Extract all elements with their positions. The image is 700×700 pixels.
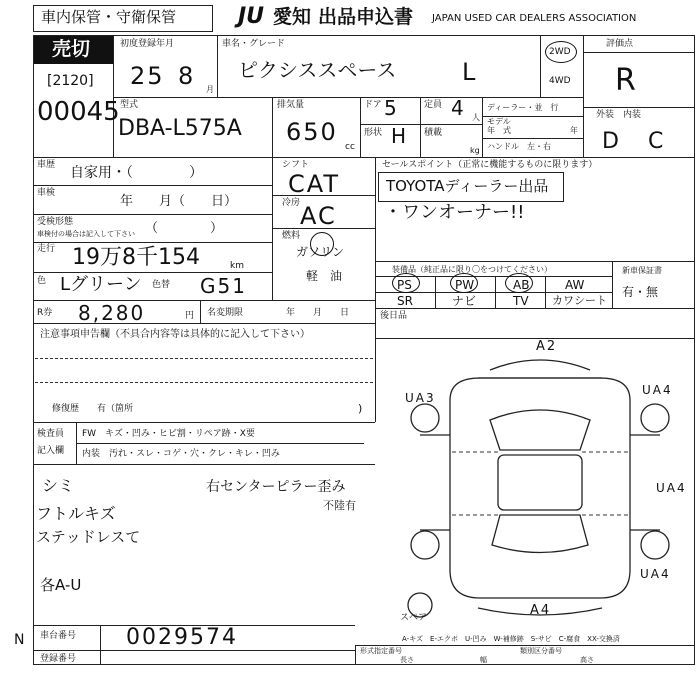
divider <box>540 35 541 97</box>
divider <box>612 261 613 309</box>
divider <box>545 276 546 308</box>
margin-mark: N <box>14 632 25 648</box>
divider <box>495 276 496 308</box>
damage-mark-front-left: UA3 <box>405 391 436 405</box>
hand-note-3: ステッドレスて <box>36 528 141 546</box>
option-navi: ナビ <box>452 294 477 308</box>
lot-number: 00045 <box>37 97 120 127</box>
divider <box>200 300 201 323</box>
month-unit: 月 <box>206 85 214 94</box>
divider <box>113 35 114 157</box>
rating-value: R <box>615 63 638 98</box>
divider <box>33 323 375 324</box>
load-label: 積載 <box>424 128 443 138</box>
length-label: 長さ <box>400 656 414 664</box>
model-code: DBA-L575A <box>118 116 242 141</box>
divider <box>482 97 483 157</box>
hand-note-1: シミ <box>42 476 75 495</box>
option-tv: TV <box>513 294 529 308</box>
tax-label: 新車保証書 <box>622 266 662 275</box>
recycle-label: R券 <box>37 308 53 318</box>
divider <box>33 650 355 651</box>
ext-int-label: 外装 内装 <box>596 110 642 120</box>
divider <box>375 300 376 422</box>
year-unit: 年 <box>570 126 578 135</box>
storage-label: 車内保管・守衛保管 <box>41 8 177 26</box>
selling-point-1: TOYOTAディーラー出品 <box>386 177 549 195</box>
divider <box>375 308 695 309</box>
divider <box>272 97 273 157</box>
option-ps-circle <box>392 273 420 293</box>
damage-mark-rear-right: UA4 <box>640 567 671 581</box>
use-value: 自家用・（ ） <box>70 165 203 181</box>
mileage-unit: km <box>230 261 244 271</box>
interior-grade: C <box>648 129 666 154</box>
option-aw: AW <box>565 278 585 292</box>
name-change-value: 年 月 日 <box>286 308 350 318</box>
displacement-label: 排気量 <box>277 100 305 110</box>
divider <box>583 52 695 53</box>
divider <box>113 97 583 98</box>
inspection-label: 車検 <box>37 188 56 198</box>
model-year-label-2: 年 式 <box>487 126 511 135</box>
option-leather: カワシート <box>552 294 607 307</box>
receipt-note: 車検付の場合は記入して下さい <box>37 230 135 238</box>
exterior-grade: D <box>602 129 621 154</box>
divider <box>33 464 375 465</box>
damage-mark-side-right: UA4 <box>656 481 687 495</box>
option-ab-circle <box>505 273 533 293</box>
receipt-form-label: 受検形態 <box>37 217 74 227</box>
reg-year: 25 <box>130 62 165 90</box>
divider <box>435 276 436 308</box>
back-label: 後日品 <box>380 311 408 321</box>
handle-label: ハンドル 左・右 <box>487 142 551 151</box>
chassis-label: 車台番号 <box>40 631 77 641</box>
divider <box>355 645 356 665</box>
divider <box>33 185 272 186</box>
repair-close: ) <box>358 402 363 415</box>
shape-label: 形状 <box>364 128 383 138</box>
option-pw-circle <box>450 273 478 293</box>
ju-logo: JU <box>238 4 265 29</box>
fuel-label: 燃料 <box>282 231 301 241</box>
displacement: 650 <box>286 118 338 146</box>
divider <box>35 382 373 383</box>
divider <box>360 124 482 125</box>
option-sr: SR <box>397 294 413 308</box>
divider <box>360 97 361 157</box>
shift-value: CAT <box>288 170 340 198</box>
damage-legend: A-キズ E-エクボ U-凹み W-補修跡 S-サビ C-腐食 XX-交換済 <box>402 635 620 643</box>
divider <box>100 625 101 665</box>
grade: L <box>462 58 478 86</box>
ac-value: AC <box>300 202 337 230</box>
divider <box>355 645 695 646</box>
tax-value: 有・無 <box>622 285 659 299</box>
divider <box>33 272 272 273</box>
load-unit: kg <box>470 146 480 155</box>
model-year-label-1: モデル <box>487 117 511 126</box>
model-name: ピクシススペース <box>238 58 397 82</box>
cc-unit: cc <box>345 142 355 152</box>
divider <box>33 214 272 215</box>
receipt-value: （ ） <box>145 221 224 236</box>
inspection-value: 年 月（ 日） <box>120 194 238 209</box>
divider <box>375 338 695 339</box>
hand-note-6: 各A-U <box>40 576 82 594</box>
reg-number-label: 登録番号 <box>40 654 77 664</box>
dealer-parallel: ディーラー・並 行 <box>487 103 559 112</box>
fuel-gasoline: ガソリン <box>296 245 345 259</box>
reg-month: 8 <box>178 62 196 90</box>
check-row-2: 内装 汚れ・スレ・コゲ・穴・クレ・キレ・凹み <box>82 449 280 459</box>
capacity-unit: 人 <box>472 113 480 122</box>
form-designation: 形式指定番号 <box>360 647 402 655</box>
recycle-unit: 円 <box>185 311 195 321</box>
divider <box>375 261 695 262</box>
divider <box>420 97 421 157</box>
mileage-value: 19万8千154 <box>72 245 200 270</box>
options-label: 装備品（純正品に限り〇をつけてください） <box>392 265 552 274</box>
divider <box>272 195 375 196</box>
chassis-number: 0029574 <box>126 625 238 650</box>
doors-label: ドア <box>364 100 382 110</box>
inspector-label: 検査員 <box>37 429 65 439</box>
drive-2wd: 2WD <box>549 47 571 57</box>
lot-code: [2120] <box>47 73 94 89</box>
drive-circle <box>545 41 577 63</box>
width-label: 幅 <box>480 656 487 664</box>
divider <box>33 157 695 158</box>
drive-4wd: 4WD <box>549 76 571 86</box>
repair-label: 修復歴 有（箇所 <box>52 404 134 414</box>
divider <box>33 422 375 423</box>
selling-point-2: ・ワンオーナー!! <box>384 202 525 223</box>
divider <box>375 157 376 300</box>
class-designation: 類別区分番号 <box>520 647 562 655</box>
color-code: G51 <box>200 274 247 298</box>
org-english: JAPAN USED CAR DEALERS ASSOCIATION <box>432 13 637 24</box>
org-name: 愛知 <box>273 6 312 28</box>
damage-mark-rear: A4 <box>530 603 552 618</box>
divider <box>583 35 584 157</box>
capacity-label: 定員 <box>424 100 443 110</box>
divider <box>217 35 218 97</box>
hand-note-2: フトルキズ <box>36 504 116 523</box>
damage-mark-front: A2 <box>536 339 558 354</box>
shape: H <box>391 124 409 148</box>
fuel-circle <box>310 232 334 256</box>
sold-label: 売切 <box>52 38 91 60</box>
capacity: 4 <box>451 96 466 120</box>
fuel-diesel: 軽 油 <box>306 269 343 283</box>
first-reg-label: 初度登録年月 <box>120 39 175 49</box>
selling-points-label: セールスポイント（正常に機能するものに限ります） <box>382 160 598 170</box>
rating-label: 評価点 <box>606 39 634 49</box>
height-label: 高さ <box>580 656 594 664</box>
type-label: 型式 <box>120 100 139 110</box>
option-pw: PW <box>455 278 475 292</box>
option-ps: PS <box>397 278 412 292</box>
notes-label: 注意事項申告欄（不具合内容等は具体的に記入して下さい） <box>40 329 310 340</box>
document-title: 出品申込書 <box>318 6 414 28</box>
check-row-1: FW キズ・凹み・ヒビ割・リペア跡・X要 <box>82 429 255 439</box>
divider <box>33 242 272 243</box>
color-code-label: 色替 <box>152 280 171 290</box>
divider <box>35 358 373 359</box>
hand-note-4: 右センターピラー歪み <box>206 479 346 495</box>
damage-mark-front-right: UA4 <box>642 383 673 397</box>
divider <box>76 443 364 444</box>
option-ab: AB <box>513 278 530 292</box>
recycle-amount: 8,280 <box>78 301 146 325</box>
history-label: 車歴 <box>37 160 56 170</box>
hand-note-5: 不陸有 <box>323 499 356 512</box>
model-grade-label: 車名・グレード <box>222 39 286 49</box>
divider <box>583 107 695 108</box>
divider <box>482 138 583 139</box>
divider <box>272 228 375 229</box>
color-value: Lグリーン <box>60 274 142 295</box>
filler-label: 記入欄 <box>37 446 65 456</box>
shift-label: シフト <box>282 160 310 170</box>
ac-label: 冷房 <box>282 198 301 208</box>
mileage-label: 走行 <box>37 244 56 254</box>
doors: 5 <box>384 96 399 120</box>
color-label: 色 <box>37 276 47 286</box>
name-change-label: 名変期限 <box>207 308 244 318</box>
spare-label: スペア <box>400 613 428 623</box>
